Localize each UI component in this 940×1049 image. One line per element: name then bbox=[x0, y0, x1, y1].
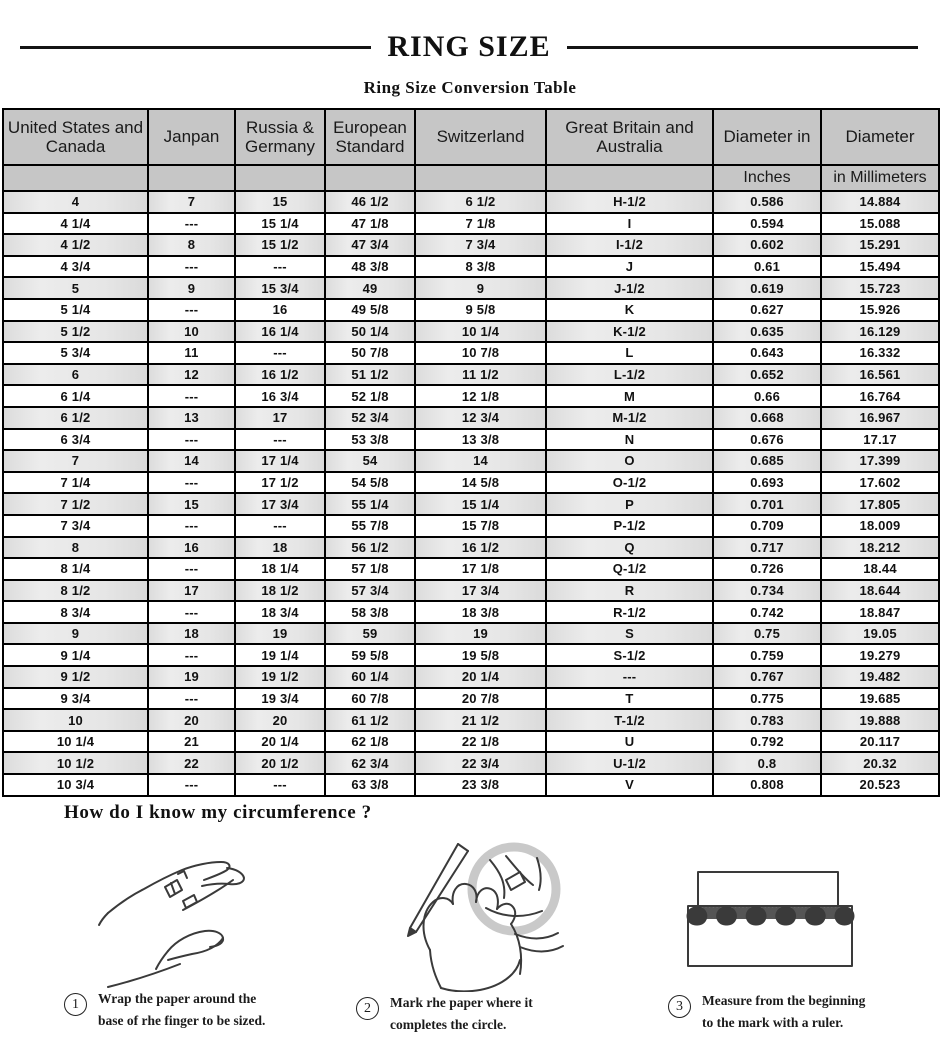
table-cell: 8 3/8 bbox=[415, 256, 546, 278]
table-cell: Q-1/2 bbox=[546, 558, 713, 580]
table-cell: 0.726 bbox=[713, 558, 821, 580]
subheader-us-canada bbox=[3, 165, 148, 191]
table-cell: 52 3/4 bbox=[325, 407, 415, 429]
subheader-great-britain-australia bbox=[546, 165, 713, 191]
table-cell: 19.05 bbox=[821, 623, 939, 645]
step-1 bbox=[64, 988, 265, 1033]
table-cell: 19 1/2 bbox=[235, 666, 325, 688]
column-header-switzerland: Switzerland bbox=[415, 109, 546, 165]
table-cell: 19 1/4 bbox=[235, 644, 325, 666]
table-cell: I-1/2 bbox=[546, 234, 713, 256]
table-cell: 17.17 bbox=[821, 429, 939, 451]
table-row bbox=[3, 213, 939, 235]
table-cell: M bbox=[546, 385, 713, 407]
table-cell: 0.8 bbox=[713, 752, 821, 774]
title-rule-right bbox=[567, 46, 918, 49]
table-cell: 18 bbox=[235, 537, 325, 559]
table-cell: 15 1/4 bbox=[415, 493, 546, 515]
table-cell: 16 1/2 bbox=[415, 537, 546, 559]
table-cell: 20 7/8 bbox=[415, 688, 546, 710]
table-cell: 20 1/4 bbox=[235, 731, 325, 753]
table-cell: 5 1/4 bbox=[3, 299, 148, 321]
table-cell: --- bbox=[546, 666, 713, 688]
table-cell: 59 bbox=[325, 623, 415, 645]
table-cell: 14 5/8 bbox=[415, 472, 546, 494]
title-rule-left bbox=[20, 46, 371, 49]
table-cell: 0.586 bbox=[713, 191, 821, 213]
table-cell: 9 bbox=[415, 277, 546, 299]
table-cell: L-1/2 bbox=[546, 364, 713, 386]
table-cell: T-1/2 bbox=[546, 709, 713, 731]
table-cell: 13 3/8 bbox=[415, 429, 546, 451]
table-cell: 49 bbox=[325, 277, 415, 299]
table-cell: 46 1/2 bbox=[325, 191, 415, 213]
table-cell: 16 bbox=[235, 299, 325, 321]
table-cell: S bbox=[546, 623, 713, 645]
table-cell: --- bbox=[148, 213, 235, 235]
step-2-text: Mark rhe paper where it completes the circle. bbox=[390, 995, 533, 1033]
table-cell: 7 1/8 bbox=[415, 213, 546, 235]
table-cell: 16.332 bbox=[821, 342, 939, 364]
table-cell: 0.668 bbox=[713, 407, 821, 429]
table-cell: 62 1/8 bbox=[325, 731, 415, 753]
table-cell: 0.717 bbox=[713, 537, 821, 559]
table-cell: --- bbox=[148, 558, 235, 580]
table-cell: S-1/2 bbox=[546, 644, 713, 666]
table-cell: 11 bbox=[148, 342, 235, 364]
table-cell: 14 bbox=[148, 450, 235, 472]
table-cell: --- bbox=[148, 256, 235, 278]
table-cell: 0.594 bbox=[713, 213, 821, 235]
table-cell: J-1/2 bbox=[546, 277, 713, 299]
table-cell: N bbox=[546, 429, 713, 451]
table-cell: 7 3/4 bbox=[3, 515, 148, 537]
table-cell: 5 bbox=[3, 277, 148, 299]
table-cell: 6 3/4 bbox=[3, 429, 148, 451]
table-cell: 7 bbox=[148, 191, 235, 213]
table-cell: 22 3/4 bbox=[415, 752, 546, 774]
table-cell: P-1/2 bbox=[546, 515, 713, 537]
table-cell: K-1/2 bbox=[546, 321, 713, 343]
column-header-russia-germany: Russia & Germany bbox=[235, 109, 325, 165]
step-1-number-badge: 1 bbox=[64, 993, 87, 1016]
table-cell: 18 3/4 bbox=[235, 601, 325, 623]
table-cell: 5 3/4 bbox=[3, 342, 148, 364]
table-row bbox=[3, 234, 939, 256]
table-cell: 54 bbox=[325, 450, 415, 472]
table-cell: 9 1/4 bbox=[3, 644, 148, 666]
table-cell: --- bbox=[148, 644, 235, 666]
table-cell: 0.61 bbox=[713, 256, 821, 278]
table-cell: 12 3/4 bbox=[415, 407, 546, 429]
table-cell: 8 3/4 bbox=[3, 601, 148, 623]
table-cell: 8 1/2 bbox=[3, 580, 148, 602]
table-cell: 20.117 bbox=[821, 731, 939, 753]
table-row bbox=[3, 666, 939, 688]
table-cell: 18.009 bbox=[821, 515, 939, 537]
table-cell: 10 3/4 bbox=[3, 774, 148, 796]
table-cell: 13 bbox=[148, 407, 235, 429]
table-cell: 19 3/4 bbox=[235, 688, 325, 710]
column-header-european-standard: European Standard bbox=[325, 109, 415, 165]
table-row bbox=[3, 752, 939, 774]
table-cell: 0.619 bbox=[713, 277, 821, 299]
table-cell: 61 1/2 bbox=[325, 709, 415, 731]
column-header-janpan: Janpan bbox=[148, 109, 235, 165]
table-cell: 10 1/4 bbox=[3, 731, 148, 753]
table-cell: 16 1/4 bbox=[235, 321, 325, 343]
table-row bbox=[3, 558, 939, 580]
table-cell: T bbox=[546, 688, 713, 710]
table-row bbox=[3, 256, 939, 278]
table-row bbox=[3, 191, 939, 213]
table-cell: 19 bbox=[148, 666, 235, 688]
table-cell: 16 1/2 bbox=[235, 364, 325, 386]
table-cell: 20 1/4 bbox=[415, 666, 546, 688]
table-row bbox=[3, 407, 939, 429]
table-cell: 0.767 bbox=[713, 666, 821, 688]
table-cell: 10 bbox=[148, 321, 235, 343]
table-row bbox=[3, 731, 939, 753]
table-cell: 0.66 bbox=[713, 385, 821, 407]
table-cell: L bbox=[546, 342, 713, 364]
table-cell: 0.808 bbox=[713, 774, 821, 796]
table-cell: 16.561 bbox=[821, 364, 939, 386]
table-row bbox=[3, 601, 939, 623]
table-row bbox=[3, 472, 939, 494]
table-cell: K bbox=[546, 299, 713, 321]
table-cell: 17 3/4 bbox=[415, 580, 546, 602]
table-cell: --- bbox=[148, 774, 235, 796]
table-row bbox=[3, 493, 939, 515]
table-cell: 15.926 bbox=[821, 299, 939, 321]
table-cell: 15.494 bbox=[821, 256, 939, 278]
table-cell: 11 1/2 bbox=[415, 364, 546, 386]
step-3 bbox=[668, 990, 865, 1035]
table-cell: --- bbox=[148, 688, 235, 710]
table-subtitle: Ring Size Conversion Table bbox=[363, 78, 577, 97]
table-cell: 17 1/8 bbox=[415, 558, 546, 580]
table-row bbox=[3, 450, 939, 472]
table-cell: 7 1/2 bbox=[3, 493, 148, 515]
ruler-illustration bbox=[655, 862, 885, 982]
table-cell: 18 1/2 bbox=[235, 580, 325, 602]
table-cell: 15.291 bbox=[821, 234, 939, 256]
table-cell: 6 1/2 bbox=[415, 191, 546, 213]
table-cell: 0.775 bbox=[713, 688, 821, 710]
table-cell: 12 1/8 bbox=[415, 385, 546, 407]
table-cell: 4 1/2 bbox=[3, 234, 148, 256]
table-cell: 6 1/4 bbox=[3, 385, 148, 407]
table-cell: Q bbox=[546, 537, 713, 559]
conversion-table-body bbox=[3, 191, 939, 796]
table-cell: 19.279 bbox=[821, 644, 939, 666]
table-header bbox=[3, 109, 939, 191]
table-cell: 5 1/2 bbox=[3, 321, 148, 343]
table-cell: R bbox=[546, 580, 713, 602]
table-cell: 15 bbox=[235, 191, 325, 213]
subheader-european-standard bbox=[325, 165, 415, 191]
column-header-us-canada: United States and Canada bbox=[3, 109, 148, 165]
table-cell: --- bbox=[235, 774, 325, 796]
step-1-text: Wrap the paper around the base of rhe finger to be sized. bbox=[98, 991, 266, 1029]
table-cell: 17 bbox=[148, 580, 235, 602]
table-cell: 56 1/2 bbox=[325, 537, 415, 559]
subheader-janpan bbox=[148, 165, 235, 191]
table-cell: 18 3/8 bbox=[415, 601, 546, 623]
subheader-russia-germany bbox=[235, 165, 325, 191]
subheader-switzerland bbox=[415, 165, 546, 191]
table-row bbox=[3, 688, 939, 710]
table-cell: --- bbox=[148, 429, 235, 451]
table-cell: 53 3/8 bbox=[325, 429, 415, 451]
table-cell: 16.129 bbox=[821, 321, 939, 343]
table-cell: 18 1/4 bbox=[235, 558, 325, 580]
table-row bbox=[3, 342, 939, 364]
table-cell: P bbox=[546, 493, 713, 515]
step-3-number-badge: 3 bbox=[668, 995, 691, 1018]
table-cell: 57 3/4 bbox=[325, 580, 415, 602]
table-cell: 49 5/8 bbox=[325, 299, 415, 321]
table-row bbox=[3, 364, 939, 386]
table-cell: 9 bbox=[3, 623, 148, 645]
table-cell: 21 1/2 bbox=[415, 709, 546, 731]
table-cell: 58 3/8 bbox=[325, 601, 415, 623]
table-cell: 6 1/2 bbox=[3, 407, 148, 429]
table-cell: 0.759 bbox=[713, 644, 821, 666]
table-cell: 52 1/8 bbox=[325, 385, 415, 407]
table-cell: 15.723 bbox=[821, 277, 939, 299]
table-cell: 10 1/4 bbox=[415, 321, 546, 343]
table-row bbox=[3, 623, 939, 645]
table-cell: 17 1/2 bbox=[235, 472, 325, 494]
table-cell: 0.792 bbox=[713, 731, 821, 753]
table-cell: 0.652 bbox=[713, 364, 821, 386]
table-cell: 62 3/4 bbox=[325, 752, 415, 774]
column-header-great-britain-australia: Great Britain and Australia bbox=[546, 109, 713, 165]
table-cell: 22 bbox=[148, 752, 235, 774]
table-cell: 8 bbox=[148, 234, 235, 256]
table-cell: 20.523 bbox=[821, 774, 939, 796]
table-row bbox=[3, 385, 939, 407]
table-cell: 20 bbox=[148, 709, 235, 731]
subheader-millimeters: in Millimeters bbox=[821, 165, 939, 191]
table-cell: --- bbox=[235, 342, 325, 364]
table-cell: 0.602 bbox=[713, 234, 821, 256]
table-cell: 4 3/4 bbox=[3, 256, 148, 278]
table-cell: 21 bbox=[148, 731, 235, 753]
table-cell: 50 7/8 bbox=[325, 342, 415, 364]
table-cell: 15 1/4 bbox=[235, 213, 325, 235]
table-cell: 12 bbox=[148, 364, 235, 386]
table-cell: 0.635 bbox=[713, 321, 821, 343]
table-cell: 16 3/4 bbox=[235, 385, 325, 407]
table-cell: 0.734 bbox=[713, 580, 821, 602]
table-cell: 20 bbox=[235, 709, 325, 731]
table-cell: 0.693 bbox=[713, 472, 821, 494]
table-cell: 14 bbox=[415, 450, 546, 472]
table-row bbox=[3, 774, 939, 796]
table-cell: --- bbox=[148, 601, 235, 623]
table-cell: 7 1/4 bbox=[3, 472, 148, 494]
table-cell: 19 bbox=[235, 623, 325, 645]
table-cell: 20 1/2 bbox=[235, 752, 325, 774]
table-row bbox=[3, 429, 939, 451]
table-cell: 55 7/8 bbox=[325, 515, 415, 537]
table-cell: 0.709 bbox=[713, 515, 821, 537]
howto-heading: How do I know my circumference ? bbox=[64, 802, 372, 823]
header-row-sub bbox=[3, 165, 939, 191]
table-cell: 47 3/4 bbox=[325, 234, 415, 256]
table-cell: H-1/2 bbox=[546, 191, 713, 213]
table-cell: 48 3/8 bbox=[325, 256, 415, 278]
table-cell: --- bbox=[235, 515, 325, 537]
table-cell: 19 bbox=[415, 623, 546, 645]
table-cell: O bbox=[546, 450, 713, 472]
table-cell: 4 bbox=[3, 191, 148, 213]
table-row bbox=[3, 644, 939, 666]
table-cell: 9 3/4 bbox=[3, 688, 148, 710]
table-cell: 15 7/8 bbox=[415, 515, 546, 537]
table-cell: 18.847 bbox=[821, 601, 939, 623]
table-cell: M-1/2 bbox=[546, 407, 713, 429]
table-cell: 10 1/2 bbox=[3, 752, 148, 774]
table-cell: 14.884 bbox=[821, 191, 939, 213]
step-2-number-badge: 2 bbox=[356, 997, 379, 1020]
step-2 bbox=[356, 992, 533, 1037]
table-cell: --- bbox=[148, 385, 235, 407]
table-cell: --- bbox=[235, 256, 325, 278]
table-row bbox=[3, 580, 939, 602]
table-cell: 18 bbox=[148, 623, 235, 645]
table-cell: 10 7/8 bbox=[415, 342, 546, 364]
table-row bbox=[3, 709, 939, 731]
page-title: RING SIZE bbox=[387, 30, 551, 63]
table-cell: 17.399 bbox=[821, 450, 939, 472]
table-cell: 47 1/8 bbox=[325, 213, 415, 235]
table-cell: 18.44 bbox=[821, 558, 939, 580]
table-cell: 57 1/8 bbox=[325, 558, 415, 580]
table-cell: 4 1/4 bbox=[3, 213, 148, 235]
table-cell: 19.685 bbox=[821, 688, 939, 710]
table-cell: 7 bbox=[3, 450, 148, 472]
column-header-diameter-mm: Diameter bbox=[821, 109, 939, 165]
subheader-inches: Inches bbox=[713, 165, 821, 191]
table-cell: 9 5/8 bbox=[415, 299, 546, 321]
table-cell: 9 1/2 bbox=[3, 666, 148, 688]
table-cell: 0.685 bbox=[713, 450, 821, 472]
table-row bbox=[3, 277, 939, 299]
column-header-diameter-inches: Diameter in bbox=[713, 109, 821, 165]
table-cell: 17.602 bbox=[821, 472, 939, 494]
table-cell: 16 bbox=[148, 537, 235, 559]
table-cell: 19 5/8 bbox=[415, 644, 546, 666]
table-cell: O-1/2 bbox=[546, 472, 713, 494]
title-band bbox=[20, 30, 918, 64]
table-cell: J bbox=[546, 256, 713, 278]
table-cell: 7 3/4 bbox=[415, 234, 546, 256]
table-cell: 15.088 bbox=[821, 213, 939, 235]
table-cell: --- bbox=[148, 472, 235, 494]
header-row-main bbox=[3, 109, 939, 165]
table-cell: 63 3/8 bbox=[325, 774, 415, 796]
table-row bbox=[3, 321, 939, 343]
table-row bbox=[3, 515, 939, 537]
table-cell: 59 5/8 bbox=[325, 644, 415, 666]
table-cell: 0.627 bbox=[713, 299, 821, 321]
table-cell: 18.212 bbox=[821, 537, 939, 559]
table-cell: 60 1/4 bbox=[325, 666, 415, 688]
table-cell: 0.742 bbox=[713, 601, 821, 623]
table-cell: 15 1/2 bbox=[235, 234, 325, 256]
table-cell: 18.644 bbox=[821, 580, 939, 602]
step-3-text: Measure from the beginning to the mark with a ruler. bbox=[702, 993, 866, 1031]
mark-paper-illustration bbox=[330, 820, 650, 992]
table-cell: 17 3/4 bbox=[235, 493, 325, 515]
table-cell: 20.32 bbox=[821, 752, 939, 774]
table-cell: 17 1/4 bbox=[235, 450, 325, 472]
table-cell: 23 3/8 bbox=[415, 774, 546, 796]
table-cell: 0.676 bbox=[713, 429, 821, 451]
table-cell: 50 1/4 bbox=[325, 321, 415, 343]
table-cell: 60 7/8 bbox=[325, 688, 415, 710]
table-cell: 19.888 bbox=[821, 709, 939, 731]
table-cell: 16.967 bbox=[821, 407, 939, 429]
table-row bbox=[3, 299, 939, 321]
table-cell: 9 bbox=[148, 277, 235, 299]
table-cell: 19.482 bbox=[821, 666, 939, 688]
table-cell: 17.805 bbox=[821, 493, 939, 515]
table-cell: 15 bbox=[148, 493, 235, 515]
table-cell: 51 1/2 bbox=[325, 364, 415, 386]
table-cell: 16.764 bbox=[821, 385, 939, 407]
table-cell: 6 bbox=[3, 364, 148, 386]
table-cell: R-1/2 bbox=[546, 601, 713, 623]
table-cell: 22 1/8 bbox=[415, 731, 546, 753]
table-cell: --- bbox=[235, 429, 325, 451]
table-cell: V bbox=[546, 774, 713, 796]
table-cell: 8 1/4 bbox=[3, 558, 148, 580]
table-cell: I bbox=[546, 213, 713, 235]
table-row bbox=[3, 537, 939, 559]
hand-wrap-illustration bbox=[80, 835, 340, 995]
table-cell: 10 bbox=[3, 709, 148, 731]
table-cell: 15 3/4 bbox=[235, 277, 325, 299]
ring-size-conversion-table bbox=[2, 108, 940, 797]
table-cell: 0.75 bbox=[713, 623, 821, 645]
table-cell: --- bbox=[148, 515, 235, 537]
table-cell: 55 1/4 bbox=[325, 493, 415, 515]
table-cell: 8 bbox=[3, 537, 148, 559]
table-cell: 17 bbox=[235, 407, 325, 429]
table-cell: 54 5/8 bbox=[325, 472, 415, 494]
table-cell: --- bbox=[148, 299, 235, 321]
table-cell: U-1/2 bbox=[546, 752, 713, 774]
table-cell: 0.643 bbox=[713, 342, 821, 364]
table-cell: 0.701 bbox=[713, 493, 821, 515]
table-cell: U bbox=[546, 731, 713, 753]
table-cell: 0.783 bbox=[713, 709, 821, 731]
